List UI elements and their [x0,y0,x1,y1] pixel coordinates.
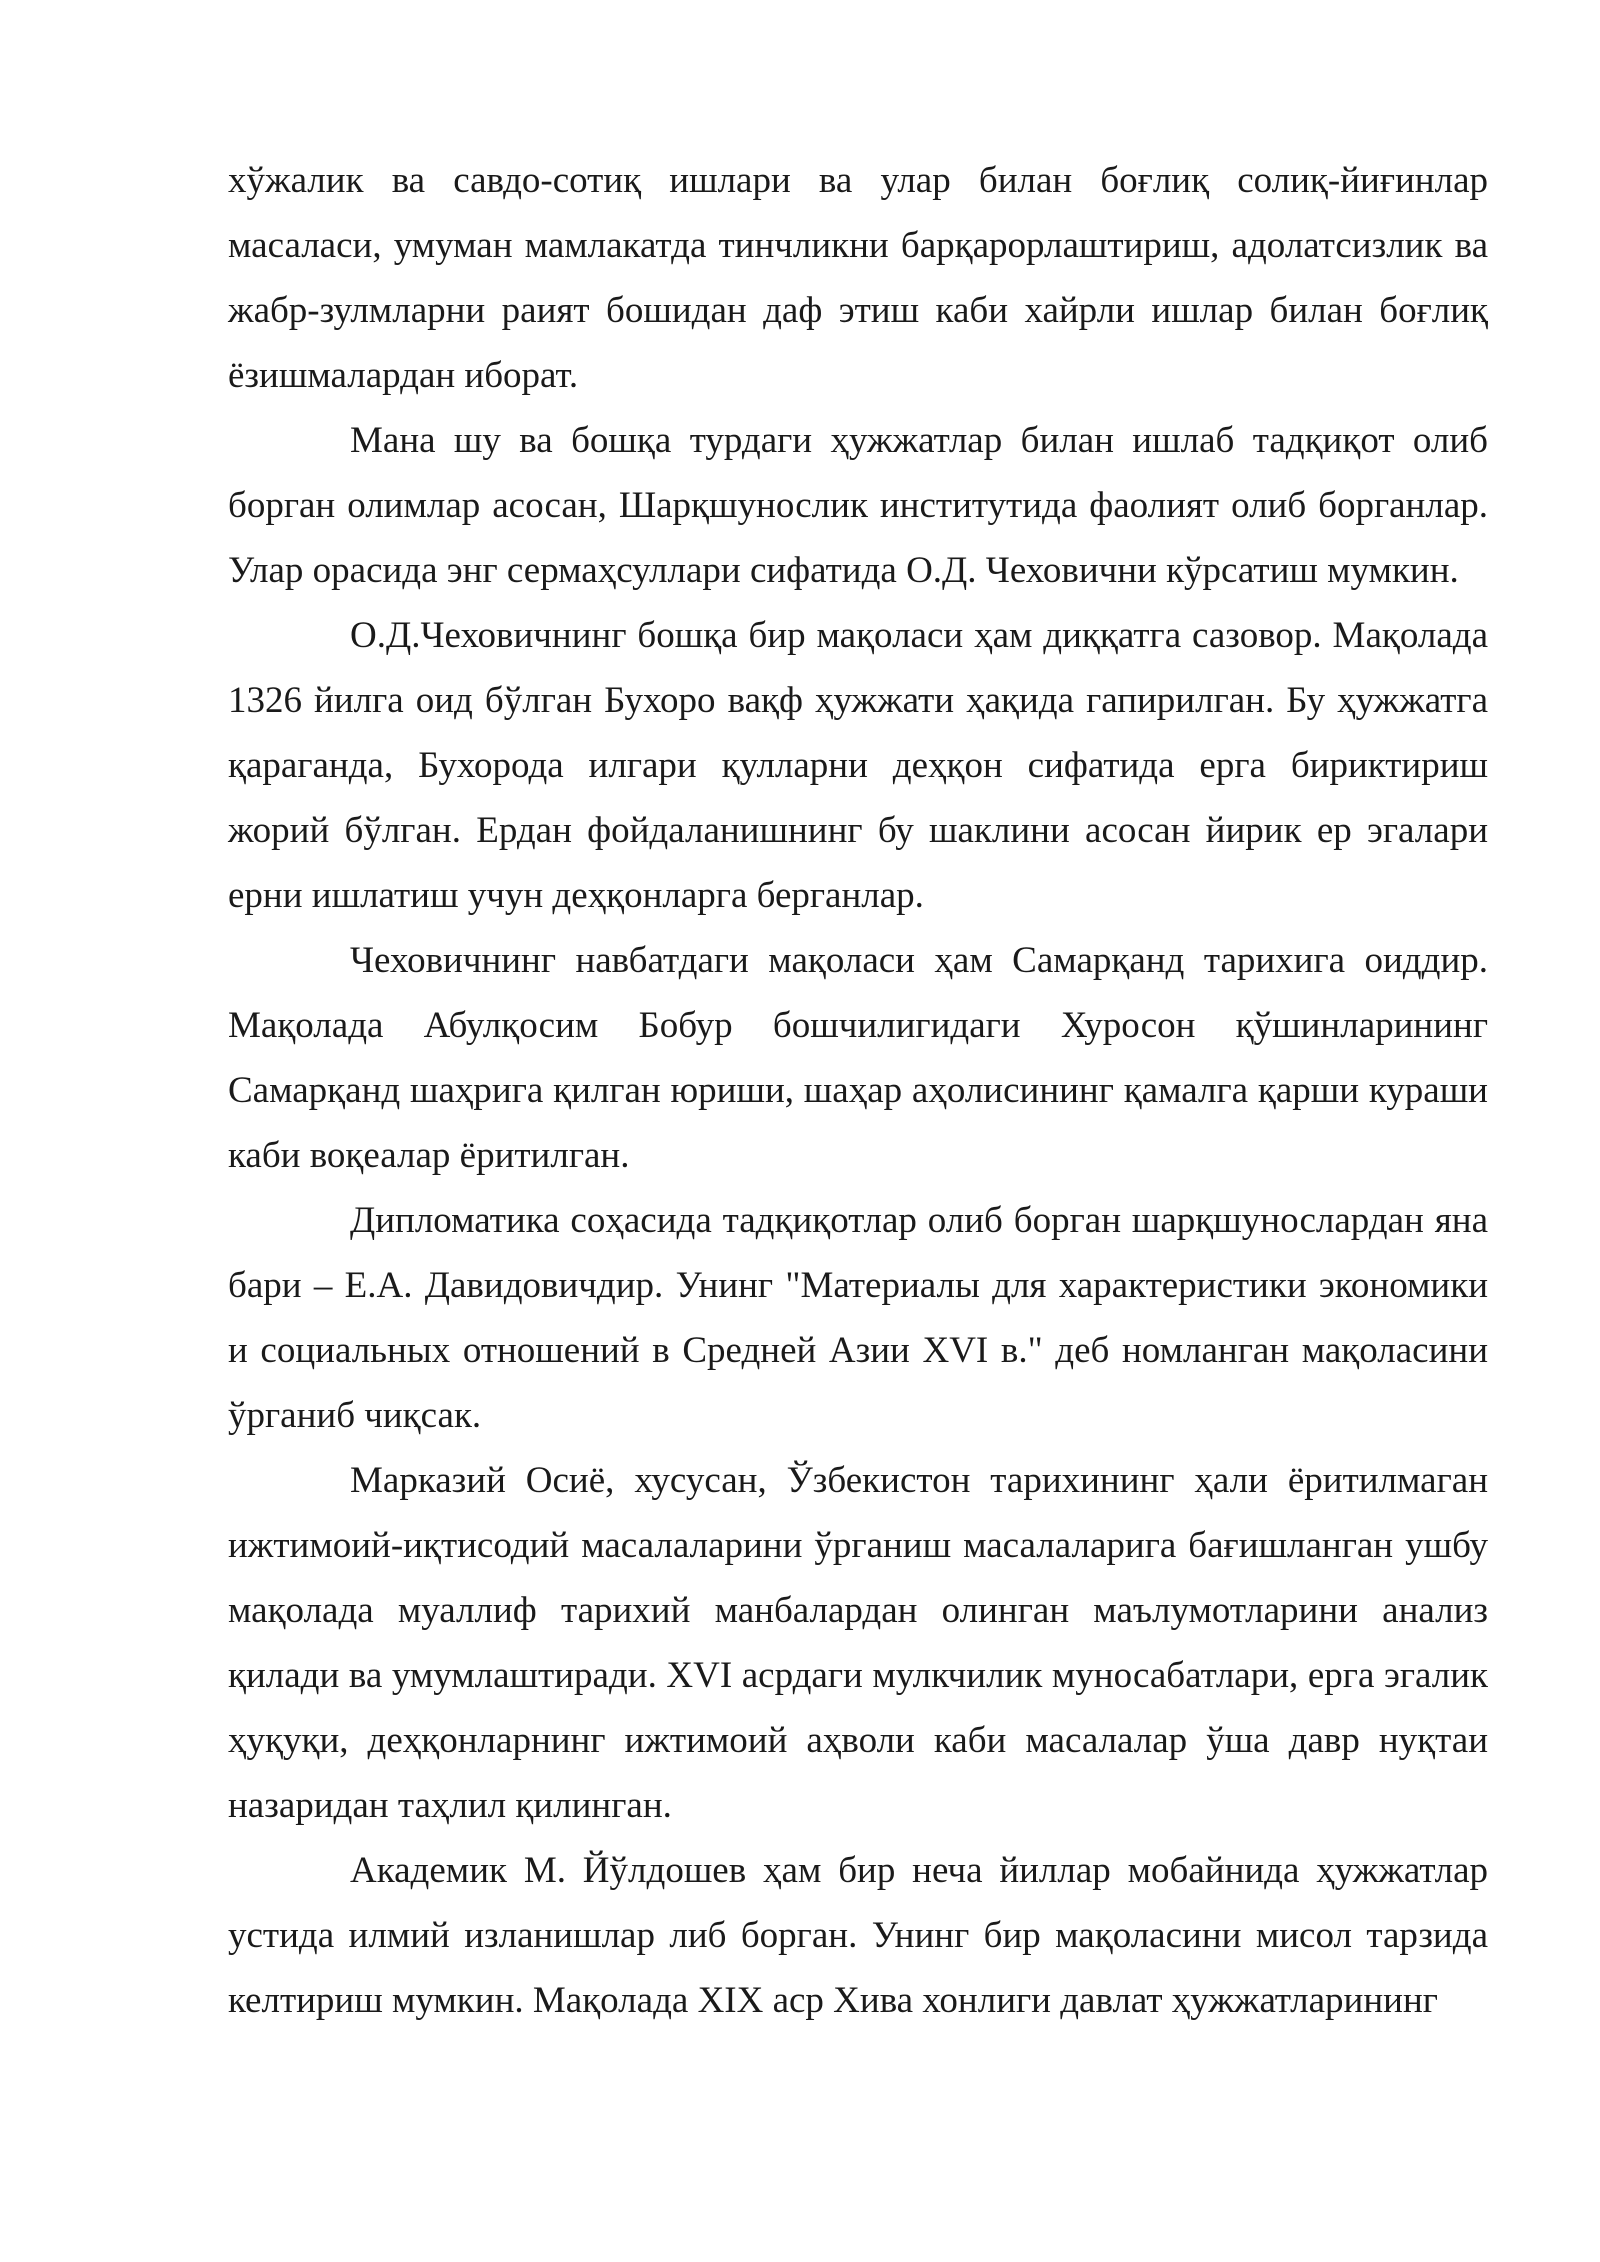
document-page [228,148,1488,2033]
paragraph-davidovich: Дипломатика соҳасида тадқиқотлар олиб борган шарқшунослардан яна бари – Е.А. Давидовичдир. Унинг "Материалы для характеристики экономики и социальных отношений в Средней Азии XVI в." деб номланган мақоласини ўрганиб чиқсак. [228,1200,1488,1436]
paragraph-bukhara-waqf: О.Д.Чеховичнинг бошқа бир мақоласи ҳам диққатга сазовор. Мақолада 1326 йилга оид бўлган Бухоро вақф ҳужжати ҳақида гапирилган. Бу ҳужжатга қараганда, Бухорода илгари қулларни деҳқон сифатида ерга бириктириш жорий бўлган. Ердан фойдаланишнинг бу шаклини асосан йирик ер эгалари ерни ишлатиш учун деҳқонларга берганлар. [228,615,1488,916]
paragraph-central-asia: Марказий Осиё, хусусан, Ўзбекистон тарихининг ҳали ёритилмаган ижтимоий-иқтисодий масалаларини ўрганиш масалаларига бағишланган ушбу мақолада муаллиф тарихий манбалардан олинган маълумотларини анализ қилади ва умумлаштиради. XVI асрдаги мулкчилик муносабатлари, ерга эгалик ҳуқуқи, деҳқонларнинг ижтимоий аҳволи каби масалалар ўша давр нуқтаи назаридан таҳлил қилинган. [228,1460,1488,1826]
paragraph-samarkand-history: Чеховичнинг навбатдаги мақоласи ҳам Самарқанд тарихига оиддир. Мақолада Абулқосим Бобур бошчилигидаги Хуросон қўшинларининг Самарқанд шаҳрига қилган юриши, шаҳар аҳолисининг қамалга қарши кураши каби воқеалар ёритилган. [228,940,1488,1176]
paragraph-chekhovich-intro: Мана шу ва бошқа турдаги ҳужжатлар билан ишлаб тадқиқот олиб борган олимлар асосан, Шарқшунослик институтида фаолият олиб борганлар. Улар орасида энг сермаҳсуллари сифатида О.Д. Чеховични кўрсатиш мумкин. [228,420,1488,591]
paragraph-continuation: хўжалик ва савдо-сотиқ ишлари ва улар билан боғлиқ солиқ-йиғинлар масаласи, умуман мамлакатда тинчликни барқарорлаштириш, адолатсизлик ва жабр-зулмларни раият бошидан даф этиш каби хайрли ишлар билан боғлиқ ёзишмалардан иборат. [228,160,1488,396]
paragraph-yuldoshev: Академик М. Йўлдошев ҳам бир неча йиллар мобайнида ҳужжатлар устида илмий изланишлар либ борган. Унинг бир мақоласини мисол тарзида келтириш мумкин. Мақолада XIX аср Хива хонлиги давлат ҳужжатларининг [228,1850,1488,2021]
